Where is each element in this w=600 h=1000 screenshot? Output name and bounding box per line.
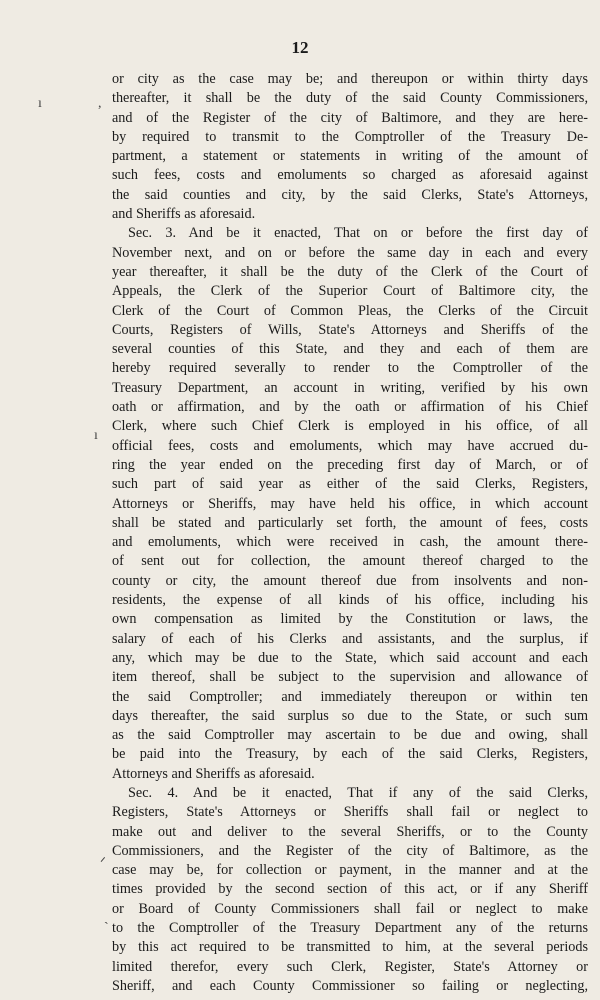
- text-line: by this act required to be transmitted to him, at the several periods: [112, 939, 588, 956]
- text-line: and of the Register of the city of Baltimore, and they are here-: [112, 109, 588, 126]
- margin-mark: ı: [38, 96, 42, 111]
- text-line: November next, and on or before the same day in each and every: [112, 244, 588, 261]
- text-line: Appeals, the Clerk of the Superior Court of Baltimore city, the: [112, 283, 588, 300]
- text-line: times provided by the second section of this act, or if any Sheriff: [112, 881, 588, 898]
- text-line: Commissioners, and the Register of the city of Baltimore, as the: [112, 842, 588, 859]
- text-line: case may be, for collection or payment, in the manner and at the: [112, 862, 588, 879]
- text-line: item thereof, shall be subject to the supervision and allowance of: [112, 669, 588, 686]
- text-line: Sheriff, and each County Commissioner so failing or neglecting,: [112, 977, 588, 994]
- text-line: or city as the case may be; and thereupon or within thirty days: [112, 71, 588, 87]
- text-line: such fees, costs and emoluments so charged as aforesaid against: [112, 167, 588, 184]
- text-line: to the Comptroller of the Treasury Department any of the returns: [112, 920, 588, 937]
- text-line: by required to transmit to the Comptroller of the Treasury De-: [112, 128, 588, 145]
- text-line: county or city, the amount thereof due from insolvents and non-: [112, 572, 588, 589]
- text-line: several counties of this State, and they and each of them are: [112, 341, 588, 358]
- text-line: Courts, Registers of Wills, State's Attorneys and Sheriffs of the: [112, 321, 588, 338]
- text-line: or Board of County Commissioners shall fail or neglect to make: [112, 900, 588, 917]
- margin-mark: ˎ: [104, 910, 109, 925]
- text-line: and Sheriffs as aforesaid.: [112, 206, 256, 223]
- text-line: official fees, costs and emoluments, which may have accrued du-: [112, 437, 588, 454]
- text-line: and emoluments, which were received in cash, the amount there-: [112, 534, 588, 551]
- text-line: any, which may be due to the State, which said account and each: [112, 649, 588, 666]
- text-line: Sec. 3. And be it enacted, That on or before the first day of: [128, 225, 588, 242]
- body-text: [112, 70, 588, 996]
- margin-mark: ı: [94, 428, 98, 443]
- text-line: be paid into the Treasury, by each of the said Clerks, Registers,: [112, 746, 588, 763]
- text-line: Clerk of the Court of Common Pleas, the Clerks of the Circuit: [112, 302, 588, 319]
- text-line: year thereafter, it shall be the duty of the Clerk of the Court of: [112, 263, 588, 280]
- text-line: ring the year ended on the preceding first day of March, or of: [112, 456, 588, 473]
- text-line: the said Comptroller; and immediately thereupon or within ten: [112, 688, 588, 705]
- text-line: salary of each of his Clerks and assistants, and the surplus, if: [112, 630, 588, 647]
- text-line: the said counties and city, by the said Clerks, State's Attorneys,: [112, 186, 588, 203]
- text-line: partment, a statement or statements in writing of the amount of: [112, 148, 588, 165]
- text-line: thereafter, it shall be the duty of the said County Commissioners,: [112, 90, 588, 107]
- text-line: such part of said year as either of the said Clerks, Registers,: [112, 476, 588, 493]
- text-line: as the said Comptroller may ascertain to be due and owing, shall: [112, 727, 588, 744]
- page-number: 12: [291, 38, 309, 57]
- text-line: Treasury Department, an account in writing, verified by his own: [112, 379, 588, 396]
- text-line: hereby required severally to render to the Comptroller of the: [112, 360, 588, 377]
- margin-mark: ,: [98, 96, 102, 111]
- text-line: shall be stated and particularly set forth, the amount of fees, costs: [112, 514, 588, 531]
- text-line: Sec. 4. And be it enacted, That if any of the said Clerks,: [128, 784, 588, 801]
- text-line: residents, the expense of all kinds of his office, including his: [112, 592, 588, 609]
- text-line: days thereafter, the said surplus so due to the State, or such sum: [112, 707, 588, 724]
- text-line: Attorneys or Sheriffs, may have held his office, in which account: [112, 495, 588, 512]
- margin-mark: ᐟ: [100, 856, 106, 871]
- text-line: own compensation as limited by the Constitution or laws, the: [112, 611, 588, 628]
- text-line: limited therefor, every such Clerk, Register, State's Attorney or: [112, 958, 588, 975]
- text-line: Attorneys and Sheriffs as aforesaid.: [112, 765, 315, 782]
- text-line: Registers, State's Attorneys or Sheriffs shall fail or neglect to: [112, 804, 588, 821]
- text-line: make out and deliver to the several Sheriffs, or to the County: [112, 823, 588, 840]
- text-line: oath or affirmation, and by the oath or affirmation of his Chief: [112, 399, 588, 416]
- text-line: of sent out for collection, the amount thereof charged to the: [112, 553, 588, 570]
- text-line: Clerk, where such Chief Clerk is employed in his office, of all: [112, 418, 588, 435]
